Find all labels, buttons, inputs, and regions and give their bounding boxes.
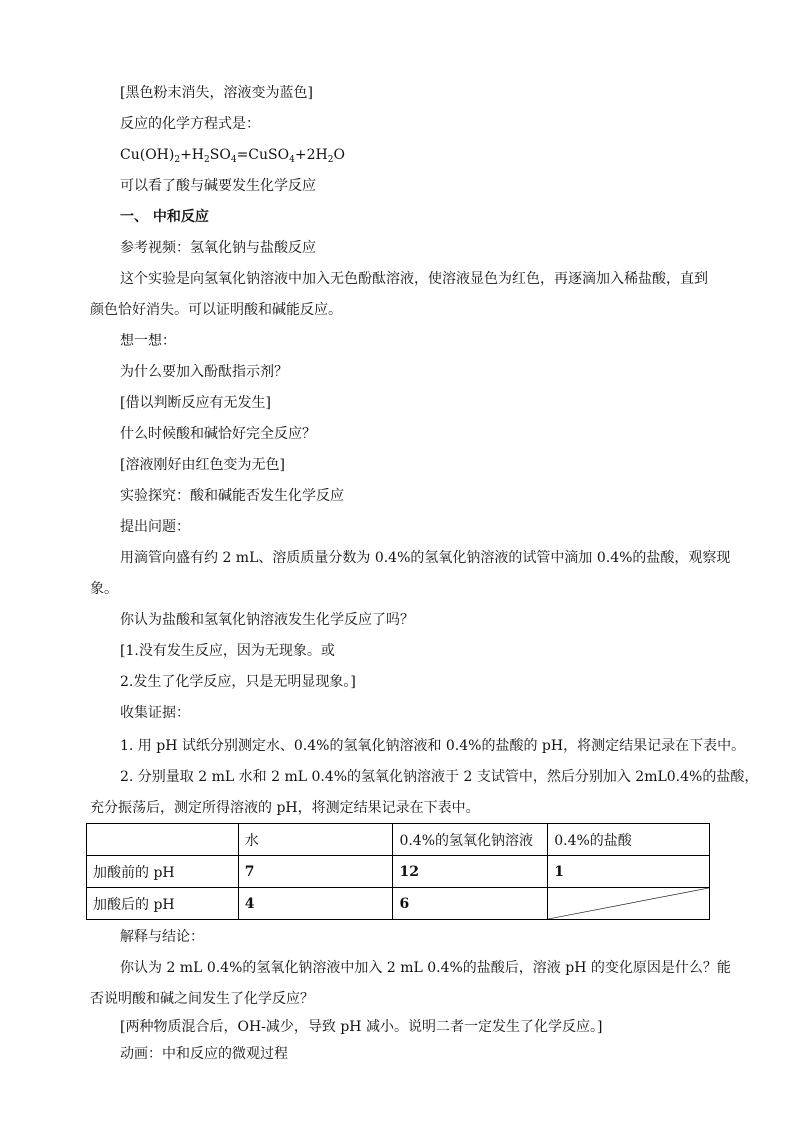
paragraph: 收集证据： bbox=[120, 705, 190, 721]
table-cell: 1 bbox=[548, 856, 710, 888]
paragraph: 反应的化学方程式是： bbox=[120, 116, 260, 132]
row-label: 加酸后的 pH bbox=[87, 888, 239, 920]
paragraph: 实验探究：酸和碱能否发生化学反应 bbox=[120, 488, 344, 504]
table-header: 0.4%的氢氧化钠溶液 bbox=[393, 824, 548, 856]
table-row bbox=[87, 824, 710, 856]
table-cell bbox=[87, 824, 239, 856]
paragraph: [借以判断反应有无发生] bbox=[120, 395, 271, 411]
paragraph: 颜色恰好消失。可以证明酸和碱能反应。 bbox=[90, 302, 342, 318]
paragraph: 2. 分别量取 2 mL 水和 2 mL 0.4%的氢氧化钠溶液于 2 支试管中，然后分别加入 2mL0.4%的盐酸， bbox=[120, 769, 759, 785]
paragraph: 用滴管向盛有约 2 mL、溶质质量分数为 0.4%的氢氧化钠溶液的试管中滴加 0.4%的盐酸，观察现 bbox=[120, 550, 731, 566]
paragraph: 什么时候酸和碱恰好完全反应？ bbox=[120, 426, 316, 442]
paragraph: [溶液刚好由红色变为无色] bbox=[120, 457, 285, 473]
paragraph: 参考视频：氢氧化钠与盐酸反应 bbox=[120, 240, 316, 256]
table-header: 水 bbox=[238, 824, 393, 856]
table-cell: 4 bbox=[238, 888, 393, 920]
paragraph: 否说明酸和碱之间发生了化学反应？ bbox=[90, 991, 314, 1007]
paragraph: 2.发生了化学反应，只是无明显现象。] bbox=[120, 674, 356, 690]
table-header: 0.4%的盐酸 bbox=[548, 824, 710, 856]
table-row bbox=[87, 856, 710, 888]
paragraph: 这个实验是向氢氧化钠溶液中加入无色酚酞溶液，使溶液显色为红色，再逐滴加入稀盐酸，直到 bbox=[120, 271, 708, 287]
diagonal-empty-cell bbox=[548, 888, 710, 920]
paragraph: 想一想： bbox=[120, 333, 176, 349]
paragraph: [1.没有发生反应，因为无现象。或 bbox=[120, 643, 335, 659]
row-label: 加酸前的 pH bbox=[87, 856, 239, 888]
table-row bbox=[87, 888, 710, 920]
paragraph: 提出问题： bbox=[120, 519, 190, 535]
paragraph: 充分振荡后，测定所得溶液的 pH，将测定结果记录在下表中。 bbox=[90, 800, 480, 816]
paragraph: [黑色粉末消失，溶液变为蓝色] bbox=[120, 85, 313, 101]
paragraph: 象。 bbox=[90, 581, 118, 597]
paragraph: 你认为 2 mL 0.4%的氢氧化钠溶液中加入 2 mL 0.4%的盐酸后，溶液 pH 的变化原因是什么？能 bbox=[120, 960, 731, 976]
paragraph: [两种物质混合后，OH-减少，导致 pH 减小。说明二者一定发生了化学反应。] bbox=[120, 1019, 603, 1035]
diagonal-line bbox=[548, 888, 709, 919]
table-cell: 12 bbox=[393, 856, 548, 888]
table-cell: 7 bbox=[238, 856, 393, 888]
paragraph: 1. 用 pH 试纸分别测定水、0.4%的氢氧化钠溶液和 0.4%的盐酸的 pH，将测定结果记录在下表中。 bbox=[120, 738, 746, 754]
table-cell: 6 bbox=[393, 888, 548, 920]
section-heading: 一、 中和反应 bbox=[120, 209, 209, 225]
paragraph: 为什么要加入酚酞指示剂？ bbox=[120, 364, 288, 380]
paragraph: 动画：中和反应的微观过程 bbox=[120, 1046, 288, 1062]
paragraph: 你认为盐酸和氢氧化钠溶液发生化学反应了吗？ bbox=[120, 612, 414, 628]
paragraph: 解释与结论： bbox=[120, 929, 204, 945]
chemical-equation: $Cu(OH)_2+H_2SO_4=CuSO_4+2H_2O$ bbox=[120, 147, 345, 165]
paragraph: 可以看了酸与碱要发生化学反应 bbox=[120, 178, 316, 194]
ph-results-table bbox=[86, 823, 710, 920]
